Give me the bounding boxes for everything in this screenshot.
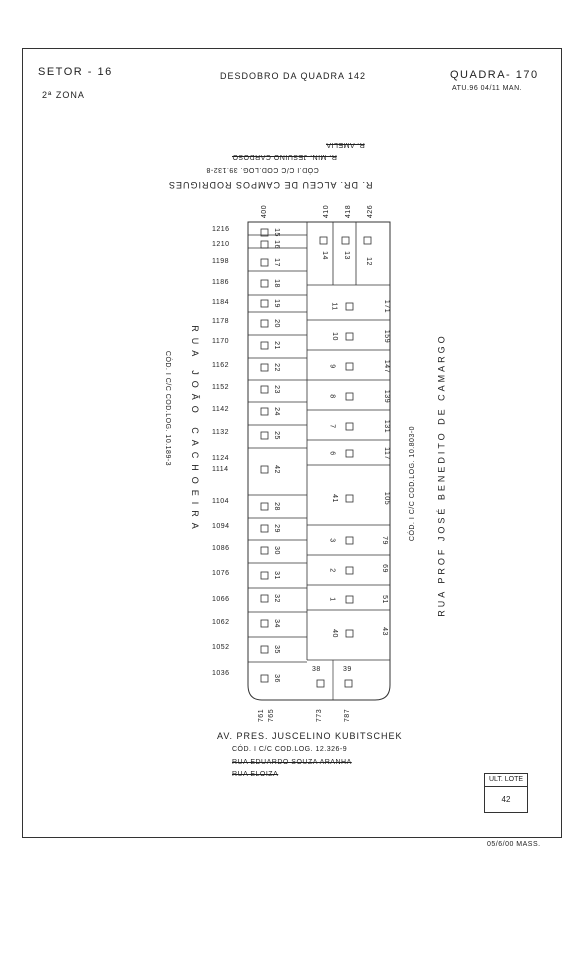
- right-house-number: 139: [383, 389, 391, 404]
- street-top-old2: R. AMELIA: [326, 141, 365, 148]
- street-bottom-code: CÓD. I C/C COD.LOG. 12.326-9: [232, 746, 348, 753]
- left-house-number: 1036: [212, 670, 230, 677]
- building-marker: [261, 320, 268, 327]
- lot-number: 21: [272, 341, 280, 350]
- left-house-number: 1104: [212, 498, 230, 505]
- street-bottom-old2: RUA ELOIZA: [232, 771, 279, 778]
- bottom-house-number: 773: [316, 708, 324, 723]
- lot-number: 3: [328, 538, 336, 543]
- lot-number: 28: [272, 502, 280, 511]
- building-marker: [261, 525, 268, 532]
- right-house-number: 69: [380, 564, 388, 573]
- building-marker: [346, 596, 353, 603]
- bottom-house-number: 787: [344, 708, 352, 723]
- lot-number: 17: [272, 258, 280, 267]
- building-marker: [317, 680, 324, 687]
- building-marker: [346, 423, 353, 430]
- building-marker: [261, 503, 268, 510]
- lot-number: 34: [272, 619, 280, 628]
- lot-number: 19: [272, 299, 280, 308]
- quadra-label: QUADRA- 170: [450, 69, 539, 81]
- building-marker: [346, 537, 353, 544]
- street-top-code: CÓD.I C/C COD.LOG. 39.132-8: [206, 166, 319, 173]
- top-house-number: 410: [323, 204, 331, 219]
- building-marker: [261, 620, 268, 627]
- lot-number: 2: [328, 568, 336, 573]
- street-top-old1: R. MIN. JESUINO CARDOSO: [232, 153, 337, 160]
- lot-number: 11: [330, 302, 338, 311]
- lot-number: 41: [330, 494, 338, 503]
- ult-lote-value: 42: [501, 795, 511, 804]
- left-house-number: 1210: [212, 241, 230, 248]
- block-outline: [248, 222, 390, 700]
- right-house-number: 117: [382, 447, 390, 460]
- lot-number: 30: [272, 546, 280, 555]
- lot-number: 9: [328, 364, 336, 369]
- left-house-number: 1062: [212, 619, 230, 626]
- street-top-name: R. DR. ALCEU DE CAMPOS RODRIGUES: [168, 180, 373, 190]
- lot-number: 15: [272, 228, 280, 237]
- left-house-number: 1086: [212, 545, 230, 552]
- building-marker: [261, 259, 268, 266]
- lot-number: 36: [272, 674, 280, 683]
- street-right-name: RUA PROF JOSÉ BENEDITO DE CAMARGO: [436, 333, 447, 617]
- lot-number: 24: [272, 407, 280, 416]
- left-house-number: 1124: [212, 455, 230, 462]
- building-marker: [261, 547, 268, 554]
- right-house-number: 43: [380, 627, 388, 636]
- bottom-house-number: 765: [268, 708, 276, 723]
- building-marker: [342, 237, 349, 244]
- building-marker: [261, 342, 268, 349]
- left-house-number: 1186: [212, 279, 230, 286]
- building-marker: [261, 364, 268, 371]
- building-marker: [261, 572, 268, 579]
- left-house-number: 1152: [212, 384, 230, 391]
- building-marker: [261, 675, 268, 682]
- right-house-number: 131: [383, 419, 391, 434]
- right-house-number: 51: [380, 595, 388, 604]
- update-note: ATU.96 04/11 MAN.: [452, 85, 523, 92]
- lot-number: 10: [330, 332, 338, 341]
- building-marker: [346, 450, 353, 457]
- street-bottom-name: AV. PRES. JUSCELINO KUBITSCHEK: [217, 731, 403, 741]
- left-house-number: 1076: [212, 570, 230, 577]
- left-house-number: 1162: [212, 362, 230, 369]
- left-house-number: 1170: [212, 338, 230, 345]
- left-house-number: 1052: [212, 644, 230, 651]
- building-marker: [261, 300, 268, 307]
- building-marker: [346, 363, 353, 370]
- top-house-number: 418: [345, 204, 353, 219]
- lot-number: 8: [328, 394, 336, 399]
- right-house-number: 79: [380, 536, 388, 545]
- map-title: DESDOBRO DA QUADRA 142: [220, 71, 367, 81]
- left-house-number: 1132: [212, 429, 230, 436]
- building-marker: [261, 646, 268, 653]
- lot-number: 25: [272, 431, 280, 440]
- left-house-number: 1178: [212, 318, 230, 325]
- lot-number: 39: [343, 666, 352, 673]
- lot-number: 14: [320, 251, 328, 260]
- ult-lote-box: [484, 773, 528, 813]
- right-house-number: 171: [383, 299, 391, 314]
- lot-number: 29: [272, 524, 280, 533]
- building-marker: [261, 595, 268, 602]
- lot-number: 32: [272, 594, 280, 603]
- building-marker: [261, 408, 268, 415]
- lot-number: 18: [272, 279, 280, 288]
- left-house-number: 1184: [212, 299, 230, 306]
- building-marker: [261, 466, 268, 473]
- building-marker: [261, 432, 268, 439]
- building-marker: [345, 680, 352, 687]
- building-marker: [346, 333, 353, 340]
- lot-number: 1: [328, 597, 336, 602]
- street-right-code: CÓD. I C/C COD.LOG. 10.803-0: [409, 425, 417, 542]
- lot-number: 35: [272, 645, 280, 654]
- lot-number: 31: [272, 571, 280, 580]
- setor-label: SETOR - 16: [38, 66, 113, 78]
- right-house-number: 159: [383, 329, 391, 344]
- lot-number: 22: [272, 363, 280, 372]
- left-house-number: 1066: [212, 596, 230, 603]
- lot-number: 12: [364, 257, 372, 266]
- lot-number: 6: [328, 451, 336, 456]
- lot-number: 7: [328, 424, 336, 429]
- ult-lote-label: ULT. LOTE: [485, 774, 527, 787]
- lot-number: 42: [272, 465, 280, 474]
- left-house-number: 1114: [212, 466, 229, 473]
- street-left-code: CÓD. I C/C COD.LOG. 10.189-3: [164, 350, 172, 467]
- building-marker: [261, 280, 268, 287]
- bottom-house-number: 761: [258, 708, 266, 723]
- lot-number: 16: [272, 240, 280, 249]
- building-marker: [261, 241, 268, 248]
- lot-number: 23: [272, 385, 280, 394]
- top-house-number: 426: [367, 204, 375, 219]
- building-marker: [346, 303, 353, 310]
- lot-number: 40: [330, 629, 338, 638]
- left-house-number: 1094: [212, 523, 230, 530]
- lot-number: 13: [342, 251, 350, 260]
- top-house-number: 400: [261, 204, 269, 219]
- building-marker: [346, 495, 353, 502]
- left-house-number: 1198: [212, 258, 230, 265]
- left-house-number: 1216: [212, 226, 230, 233]
- right-house-number: 147: [383, 359, 391, 374]
- lot-number: 38: [312, 666, 321, 673]
- building-marker: [346, 393, 353, 400]
- building-marker: [346, 567, 353, 574]
- left-house-number: 1142: [212, 406, 230, 413]
- building-marker: [320, 237, 327, 244]
- zona-label: 2ª ZONA: [42, 90, 85, 100]
- street-left-name: RUA JOÃO CACHOEIRA: [189, 325, 200, 535]
- right-house-number: 105: [383, 491, 391, 506]
- footer-date: 05/6/00 MASS.: [487, 841, 541, 848]
- building-marker: [346, 630, 353, 637]
- building-marker: [364, 237, 371, 244]
- building-marker: [261, 386, 268, 393]
- street-bottom-old1: RUA EDUARDO SOUZA ARANHA: [232, 759, 352, 766]
- lot-number: 20: [272, 319, 280, 328]
